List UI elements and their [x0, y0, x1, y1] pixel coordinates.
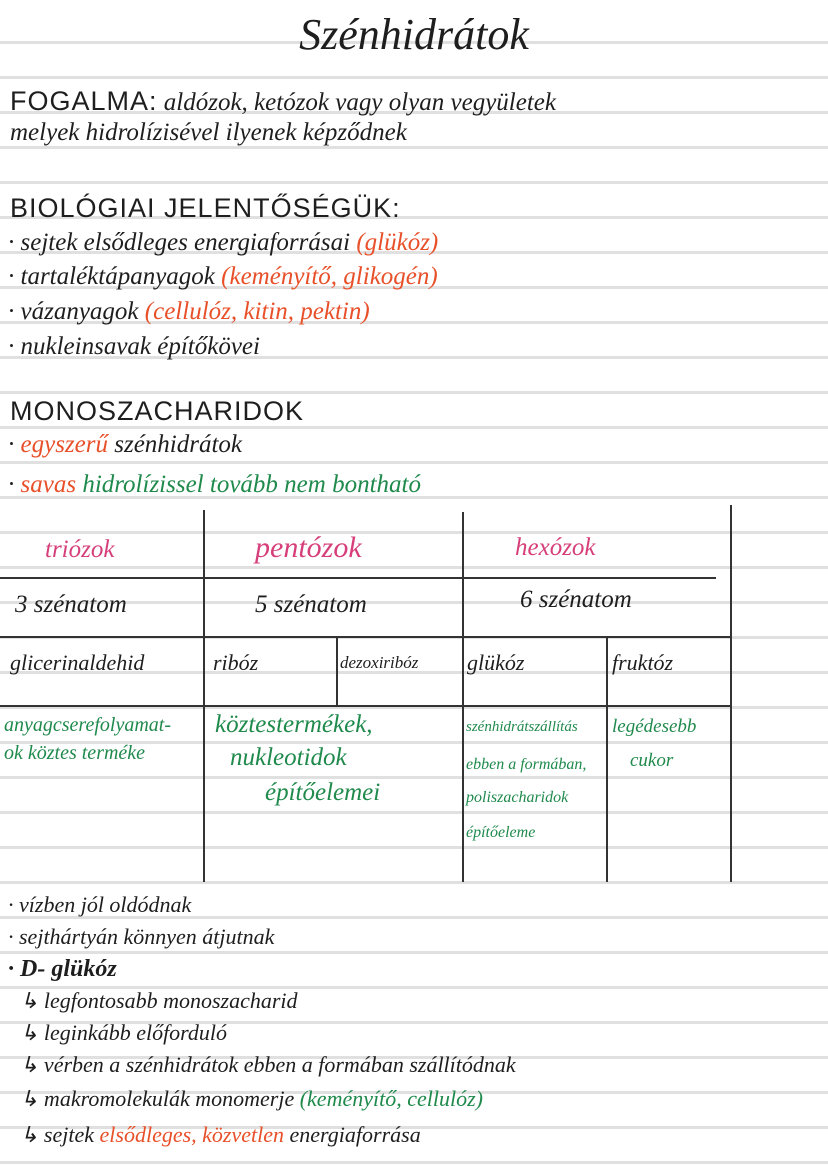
- definition-line-2: melyek hidrolízisével ilyenek képződnek: [10, 119, 407, 146]
- table-divider: [730, 505, 732, 882]
- list-item: ↳ leginkább előforduló: [20, 1020, 228, 1045]
- table-note: építőelemei: [265, 779, 381, 806]
- table-cell: 6 szénatom: [520, 586, 632, 613]
- table-note: építőeleme: [466, 824, 536, 841]
- table-divider: [0, 636, 730, 638]
- table-header: pentózok: [255, 531, 362, 564]
- definition-label: FOGALMA:: [10, 86, 158, 116]
- table-note: anyagcserefolyamat-: [4, 714, 171, 736]
- table-note: nukleotidok: [230, 744, 347, 771]
- table-divider: [0, 705, 730, 707]
- definition-line-1: [10, 86, 556, 118]
- table-note: szénhidrátszállítás: [466, 719, 578, 735]
- table-divider: [606, 636, 608, 882]
- table-header: triózok: [45, 536, 115, 563]
- list-item: · vázanyagok (cellulóz, kitin, pektin): [8, 298, 370, 325]
- table-note: ebben a formában,: [466, 756, 587, 773]
- mono-line-2: · savas hidrolízissel tovább nem bontható: [8, 471, 421, 498]
- list-item: · sejthártyán könnyen átjutnak: [8, 924, 275, 949]
- mono-line-1: · egyszerű szénhidrátok: [8, 431, 243, 458]
- list-item: · vízben jól oldódnak: [8, 892, 192, 917]
- table-cell: fruktóz: [612, 650, 674, 675]
- table-cell: ribóz: [213, 650, 259, 675]
- table-cell: 5 szénatom: [255, 591, 367, 618]
- table-divider: [0, 577, 716, 579]
- table-note: poliszacharidok: [466, 789, 569, 806]
- table-cell: glükóz: [467, 650, 525, 675]
- list-item: ↳ vérben a szénhidrátok ebben a formában szállítódnak: [20, 1052, 516, 1077]
- table-divider: [336, 636, 338, 706]
- list-item: · nukleinsavak építőkövei: [8, 333, 260, 360]
- table-note: legédesebb: [612, 716, 697, 737]
- list-item: ↳ makromolekulák monomerje (keményítő, cellulóz): [20, 1086, 483, 1111]
- table-note: cukor: [630, 750, 674, 771]
- table-cell: glicerinaldehid: [10, 650, 145, 675]
- list-item: ↳ sejtek elsődleges, közvetlen energiaforrása: [20, 1122, 421, 1147]
- list-item: ↳ legfontosabb monoszacharid: [20, 988, 298, 1013]
- table-note: köztestermékek,: [215, 711, 373, 738]
- definition-text: aldózok, ketózok vagy olyan vegyületek: [163, 89, 556, 116]
- dglukoz-label: · D- glükóz: [8, 956, 117, 982]
- table-divider: [462, 512, 464, 882]
- page-title: Szénhidrátok: [299, 10, 529, 59]
- table-divider: [203, 510, 205, 882]
- list-item: · tartaléktápanyagok (keményítő, glikogén): [8, 263, 438, 290]
- mono-heading: MONOSZACHARIDOK: [10, 396, 305, 426]
- biology-heading: BIOLÓGIAI JELENTŐSÉGÜK:: [10, 193, 401, 223]
- table-cell: dezoxiribóz: [340, 653, 419, 672]
- list-item: · sejtek elsődleges energiaforrásai (glükóz): [8, 229, 439, 256]
- table-cell: 3 szénatom: [15, 591, 127, 618]
- table-header: hexózok: [515, 534, 596, 561]
- table-note: ok köztes terméke: [4, 742, 146, 764]
